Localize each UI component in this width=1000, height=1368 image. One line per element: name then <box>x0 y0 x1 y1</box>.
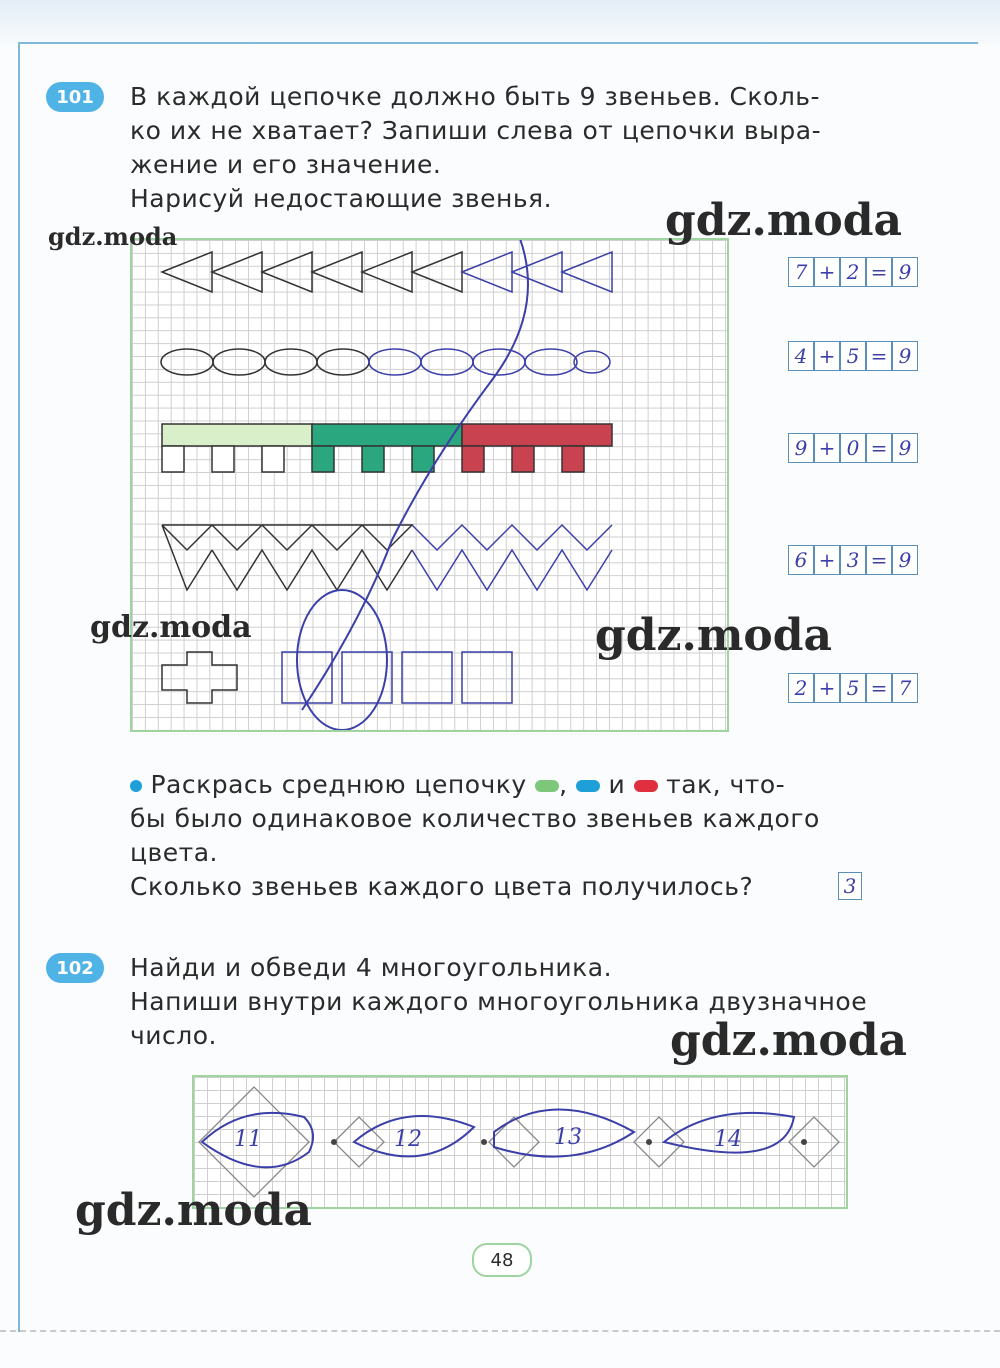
hand-drawn-polygons <box>202 1110 794 1168</box>
task-101-line-2: ко их не хватает? Запиши слева от цепочки выра- <box>130 116 822 145</box>
watermark: gdz.moda <box>48 222 178 251</box>
eq4-b: 3 <box>840 545 866 575</box>
task-101-line-3: жение и его значение. <box>130 150 442 179</box>
page-number: 48 <box>472 1243 532 1277</box>
task-102-line-2: Напиши внутри каждого многоугольника двузначное <box>130 987 868 1016</box>
blue-dot-icon <box>576 780 600 792</box>
color-task-question: Сколько звеньев каждого цвета получилось? <box>130 872 754 901</box>
watermark: gdz.moda <box>670 1015 908 1066</box>
color-task-text-a: Раскрась среднюю цепочку <box>150 770 527 799</box>
left-rule <box>18 42 20 1332</box>
chain-triangles <box>162 252 612 292</box>
eq5-eq: = <box>866 673 892 703</box>
eq5-result: 7 <box>892 673 918 703</box>
equation-3 <box>788 433 918 463</box>
polygon-number-1: 11 <box>234 1127 262 1152</box>
top-rule <box>18 42 978 44</box>
chain-ovals <box>161 349 610 375</box>
eq2-result: 9 <box>892 341 918 371</box>
chain-colored <box>162 424 612 472</box>
eq2-op: + <box>814 341 840 371</box>
equation-2 <box>788 341 918 371</box>
polygon-number-4: 14 <box>714 1127 742 1152</box>
eq1-result: 9 <box>892 257 918 287</box>
eq2-b: 5 <box>840 341 866 371</box>
task-102-badge: 102 <box>46 953 104 983</box>
eq3-b: 0 <box>840 433 866 463</box>
eq1-op: + <box>814 257 840 287</box>
eq5-a: 2 <box>788 673 814 703</box>
color-task-sep: , <box>559 770 568 799</box>
color-task-line-2: бы было одинаковое количество звеньев каждого <box>130 804 820 833</box>
color-task-and: и <box>608 770 626 799</box>
color-task-text-b: так, что- <box>666 770 786 799</box>
eq5-op: + <box>814 673 840 703</box>
diamond-outlines <box>199 1087 839 1197</box>
polygon-number-3: 13 <box>554 1125 582 1150</box>
watermark: gdz.moda <box>75 1185 313 1236</box>
bottom-rule <box>0 1330 1000 1333</box>
watermark: gdz.moda <box>595 610 833 661</box>
eq3-op: + <box>814 433 840 463</box>
eq1-b: 2 <box>840 257 866 287</box>
equation-5 <box>788 673 918 703</box>
task-101-line-1: В каждой цепочке должно быть 9 звеньев. Сколь- <box>130 82 821 111</box>
color-task-line-1 <box>130 768 785 802</box>
eq1-a: 7 <box>788 257 814 287</box>
header-decoration <box>0 0 1000 44</box>
eq1-eq: = <box>866 257 892 287</box>
eq3-a: 9 <box>788 433 814 463</box>
chain-crosses <box>162 652 512 703</box>
color-task-answer[interactable]: 3 <box>838 872 862 900</box>
eq4-result: 9 <box>892 545 918 575</box>
green-dot-icon <box>535 780 559 792</box>
eq4-eq: = <box>866 545 892 575</box>
watermark: gdz.moda <box>665 195 903 246</box>
eq4-op: + <box>814 545 840 575</box>
eq2-a: 4 <box>788 341 814 371</box>
task-102-line-3: число. <box>130 1021 217 1050</box>
task-102-line-1: Найди и обведи 4 многоугольника. <box>130 953 613 982</box>
eq3-result: 9 <box>892 433 918 463</box>
red-dot-icon <box>634 780 658 792</box>
equation-1 <box>788 257 918 287</box>
equation-4 <box>788 545 918 575</box>
eq3-eq: = <box>866 433 892 463</box>
bullet-icon <box>130 780 142 792</box>
polygon-number-2: 12 <box>394 1127 422 1152</box>
eq5-b: 5 <box>840 673 866 703</box>
chain-zigzag <box>162 525 612 590</box>
task-101-badge: 101 <box>46 82 104 112</box>
watermark: gdz.moda <box>90 610 252 645</box>
color-task-line-3: цвета. <box>130 838 218 867</box>
eq2-eq: = <box>866 341 892 371</box>
task-101-line-4: Нарисуй недостающие звенья. <box>130 184 553 213</box>
eq4-a: 6 <box>788 545 814 575</box>
